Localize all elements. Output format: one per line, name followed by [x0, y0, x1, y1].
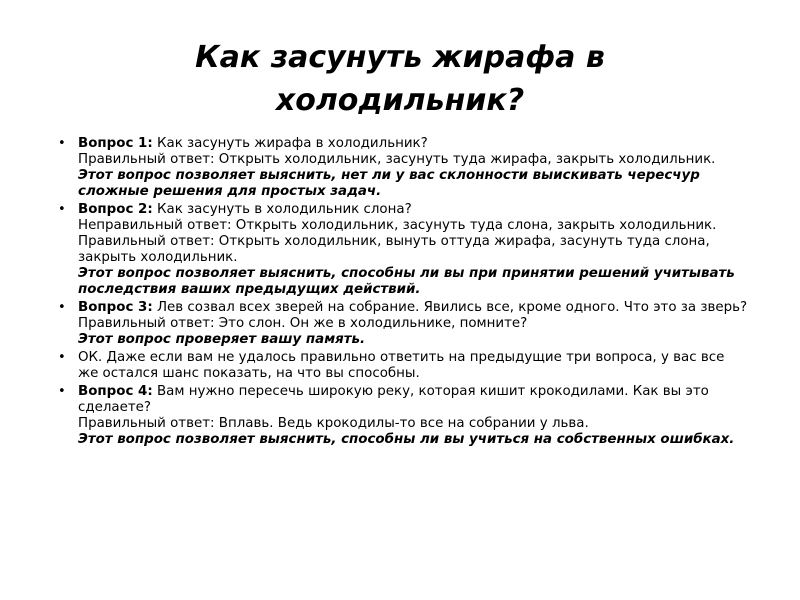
answer-text: Правильный ответ: Это слон. Он же в холодильнике, помните? — [78, 316, 528, 331]
answer-text: Правильный ответ: Открыть холодильник, засунуть туда жирафа, закрыть холодильник. — [78, 152, 716, 167]
question-line — [78, 300, 748, 316]
question-list — [58, 136, 748, 450]
list-item-intermission — [58, 350, 748, 382]
answer-text: Правильный ответ: Открыть холодильник, вынуть оттуда жирафа, засунуть туда слона, закрыть холодильник. — [78, 234, 710, 265]
question-line — [78, 384, 748, 416]
title-line-1: Как засунуть жирафа в — [195, 40, 605, 75]
wrong-answer-text: Неправильный ответ: Открыть холодильник, засунуть туда слона, закрыть холодильник. — [78, 218, 717, 233]
note-text: Этот вопрос позволяет выяснить, нет ли у вас склонности выискивать чересчур сложные решения для простых задач. — [78, 168, 700, 199]
note-text: Этот вопрос позволяет выяснить, способны ли вы учиться на собственных ошибках. — [78, 432, 735, 447]
question-text: Как засунуть в холодильник слона? — [152, 202, 412, 217]
slide-title — [100, 36, 700, 122]
question-line — [78, 202, 748, 218]
bullet-icon: • — [58, 384, 66, 399]
answer-text: Правильный ответ: Вплавь. Ведь крокодилы-то все на собрании у льва. — [78, 416, 589, 431]
list-item-question-4 — [58, 384, 748, 448]
list-item-question-1 — [58, 136, 748, 200]
question-label: Вопрос 3: — [78, 300, 153, 315]
note-text: Этот вопрос проверяет вашу память. — [78, 332, 366, 347]
list-item-question-2 — [58, 202, 748, 298]
intermission-text: ОК. Даже если вам не удалось правильно ответить на предыдущие три вопроса, у вас все же остался шанс показать, на что вы способны. — [78, 350, 725, 381]
question-line — [78, 136, 748, 152]
list-item-question-3 — [58, 300, 748, 348]
bullet-icon: • — [58, 202, 66, 217]
bullet-icon: • — [58, 136, 66, 151]
question-label: Вопрос 2: — [78, 202, 153, 217]
title-line-2: холодильник? — [275, 83, 525, 118]
bullet-icon: • — [58, 350, 66, 365]
note-text: Этот вопрос позволяет выяснить, способны ли вы при принятии решений учитывать последствия ваших предыдущих действий. — [78, 266, 735, 297]
bullet-icon: • — [58, 300, 66, 315]
question-label: Вопрос 4: — [78, 384, 153, 399]
question-label: Вопрос 1: — [78, 136, 153, 151]
question-text: Вам нужно пересечь широкую реку, которая кишит крокодилами. Как вы это сделаете? — [78, 384, 709, 415]
question-text: Лев созвал всех зверей на собрание. Явились все, кроме одного. Что это за зверь? — [152, 300, 748, 315]
question-text: Как засунуть жирафа в холодильник? — [152, 136, 428, 151]
